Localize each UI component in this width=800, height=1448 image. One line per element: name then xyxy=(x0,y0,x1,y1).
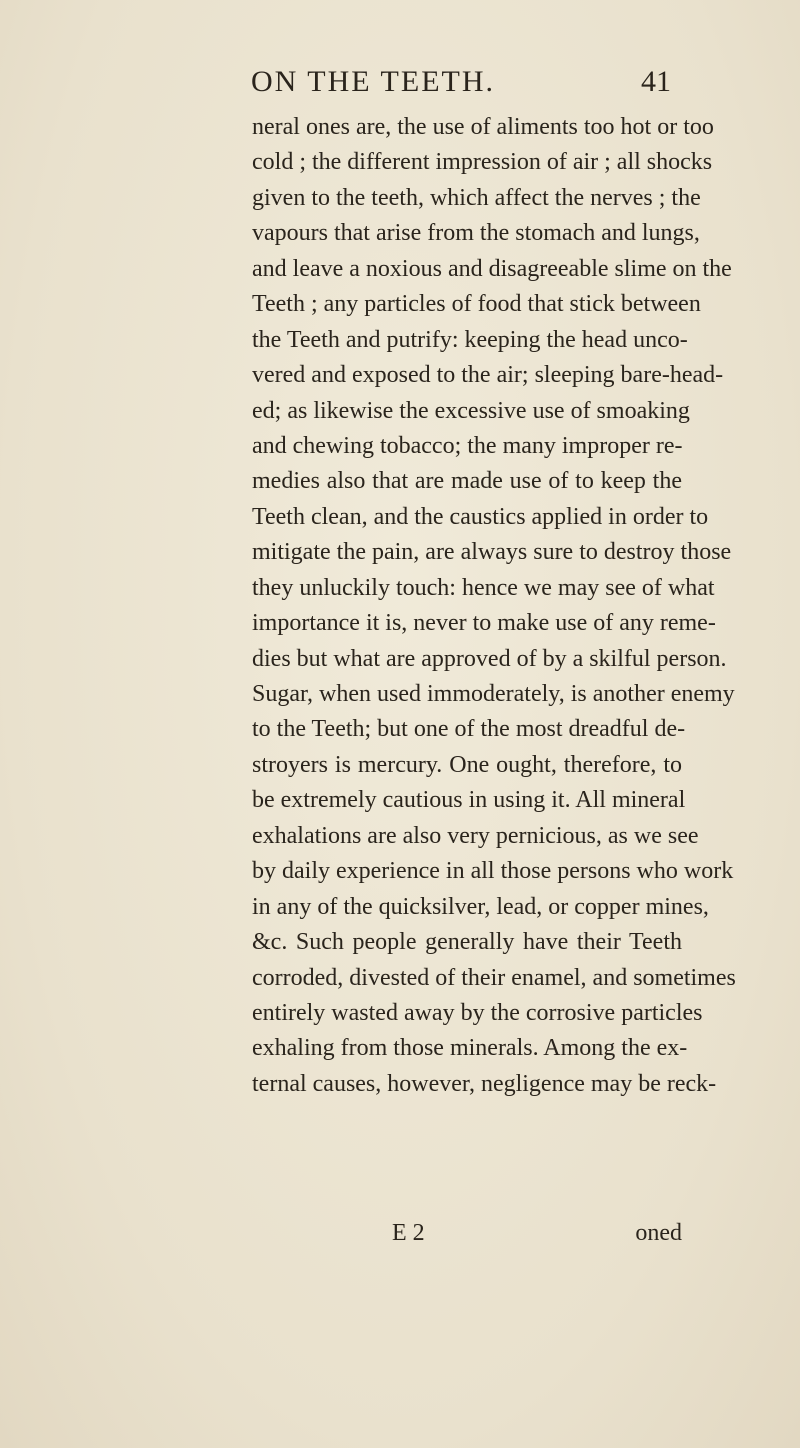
text-line: by daily experience in all those persons who work xyxy=(252,858,734,885)
running-title: ON THE TEETH. xyxy=(251,65,496,98)
text-line: importance it is, never to make use of any reme- xyxy=(252,610,716,637)
text-line: entirely wasted away by the corrosive particles xyxy=(252,999,703,1026)
text-line: mitigate the pain, are always sure to destroy those xyxy=(252,539,732,566)
text-line: given to the teeth, which affect the nerves ; the xyxy=(252,184,701,211)
text-line: Teeth ; any particles of food that stick between xyxy=(252,291,701,318)
text-line: the Teeth and putrify: keeping the head unco- xyxy=(252,326,688,353)
text-line: neral ones are, the use of aliments too hot or too xyxy=(252,114,714,140)
text-line: stroyers is mercury. One ought, therefore, to xyxy=(252,751,682,778)
running-head xyxy=(251,58,671,106)
text-line: Sugar, when used immoderately, is another enemy xyxy=(252,681,735,707)
text-line: ternal causes, however, negligence may be reck- xyxy=(252,1070,717,1097)
catchword: oned xyxy=(635,1220,682,1246)
text-line: be extremely cautious in using it. All mineral xyxy=(252,787,686,814)
page-footer xyxy=(252,1215,682,1251)
text-line: Teeth clean, and the caustics applied in order to xyxy=(252,503,709,530)
text-line: &c. Such people generally have their Teeth xyxy=(252,929,682,956)
text-line: exhaling from those minerals. Among the ex- xyxy=(252,1035,688,1062)
text-line: and chewing tobacco; the many improper re- xyxy=(252,432,683,459)
text-line: medies also that are made use of to keep the xyxy=(252,468,682,495)
text-line: they unluckily touch: hence we may see of what xyxy=(252,574,715,601)
text-line: ed; as likewise the excessive use of smoaking xyxy=(252,397,690,424)
text-line: dies but what are approved of by a skilful person. xyxy=(252,645,727,672)
text-line: corroded, divested of their enamel, and sometimes xyxy=(252,964,736,991)
text-line: cold ; the different impression of air ; all shocks xyxy=(252,149,713,176)
page-number: 41 xyxy=(641,65,671,98)
signature-mark: E 2 xyxy=(392,1220,425,1246)
text-line: and leave a noxious and disagreeable slime on the xyxy=(252,255,732,282)
text-line: exhalations are also very pernicious, as we see xyxy=(252,822,699,849)
text-line: vapours that arise from the stomach and lungs, xyxy=(252,220,700,247)
body-text xyxy=(252,110,736,1102)
text-line: vered and exposed to the air; sleeping bare-head- xyxy=(252,362,724,389)
text-line: to the Teeth; but one of the most dreadful de- xyxy=(252,716,686,743)
text-line: in any of the quicksilver, lead, or copper mines, xyxy=(252,893,709,920)
